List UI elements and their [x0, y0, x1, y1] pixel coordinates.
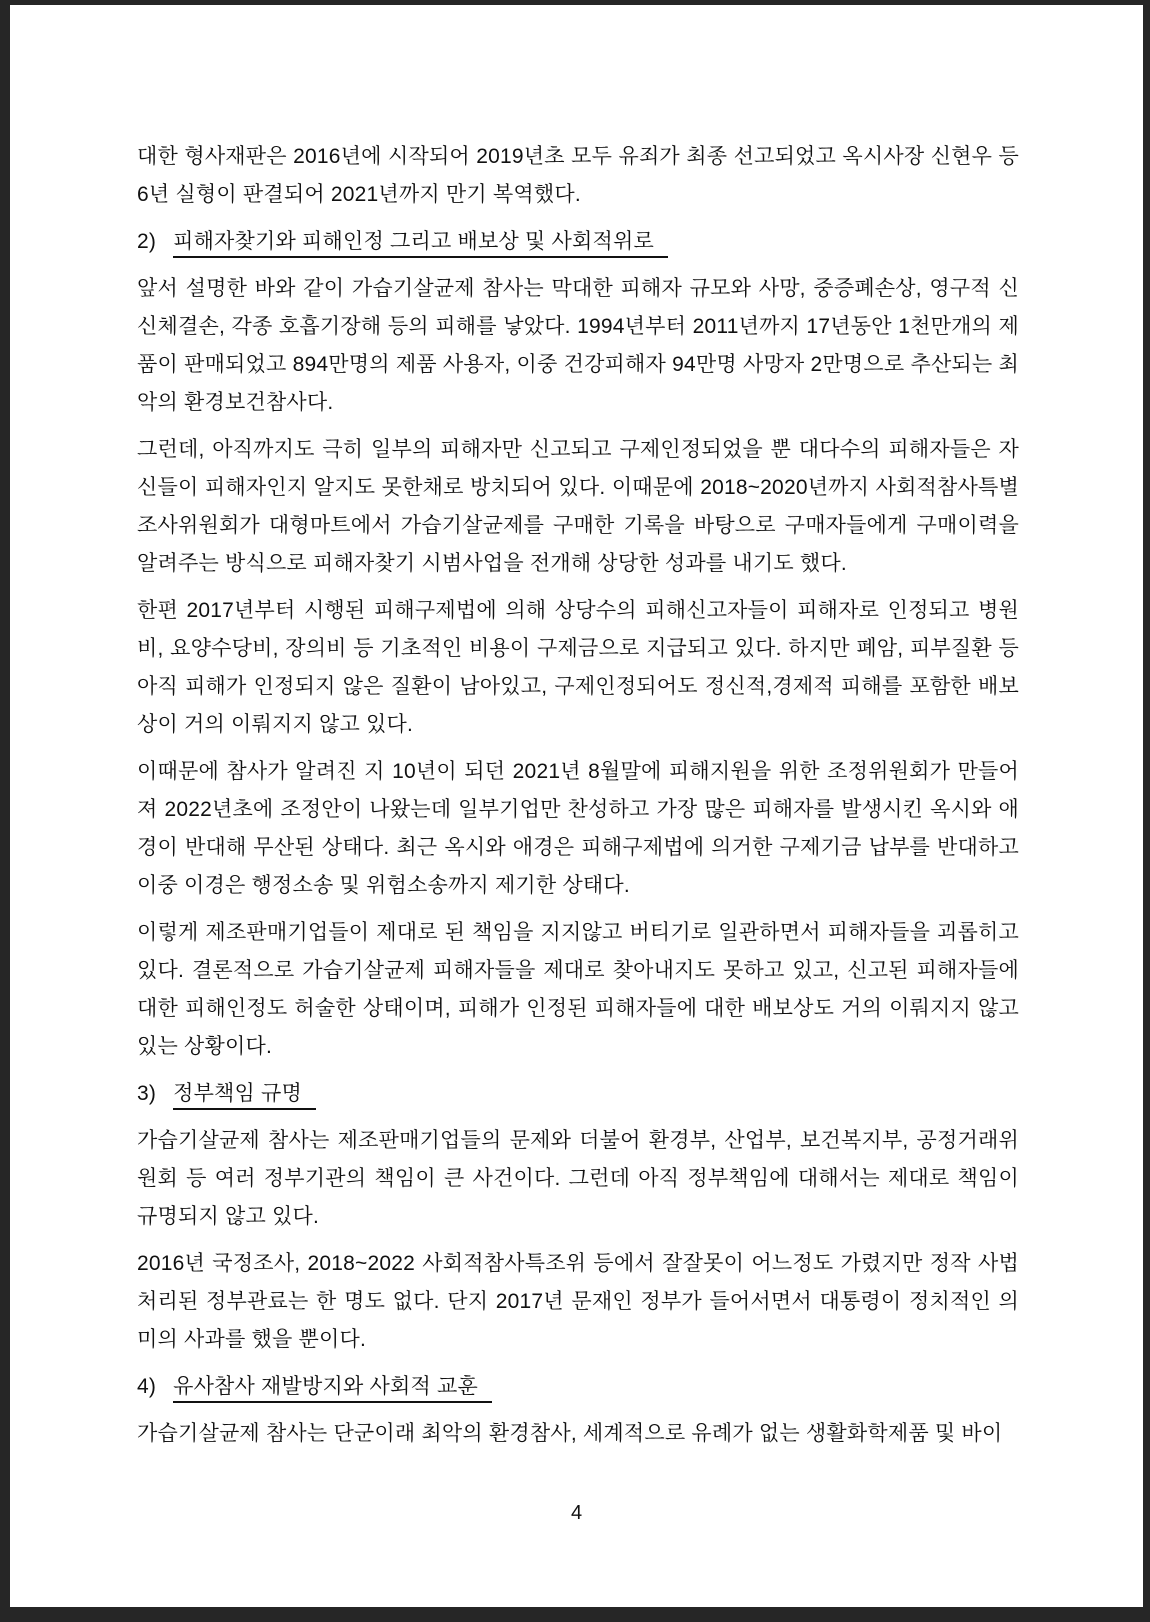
section-2-heading — [137, 223, 1019, 261]
section-2-paragraph-3: 한편 2017년부터 시행된 피해구제법에 의해 상당수의 피해신고자들이 피해자로 인정되고 병원비, 요양수당비, 장의비 등 기초적인 비용이 구제금으로 지급되고 있다. 하지만 폐암, 피부질환 등 아직 피해가 인정되지 않은 질환이 남아있고, 구제인정되어도 정신적,경제적 피해를 포함한 배보상이 거의 이뤄지지 않고 있다. — [137, 599, 1019, 736]
section-4-heading — [137, 1368, 1019, 1406]
page-number: 4 — [570, 1502, 583, 1524]
section-3-paragraph-1: 가습기살균제 참사는 제조판매기업들의 문제와 더불어 환경부, 산업부, 보건복지부, 공정거래위원회 등 여러 정부기관의 책임이 큰 사건이다. 그런데 아직 정부책임에 대해서는 제대로 책임이 규명되지 않고 있다. — [137, 1129, 1019, 1228]
section-2-paragraph-2: 그런데, 아직까지도 극히 일부의 피해자만 신고되고 구제인정되었을 뿐 대다수의 피해자들은 자신들이 피해자인지 알지도 못한채로 방치되어 있다. 이때문에 2018~2020년까지 사회적참사특별조사위원회가 대형마트에서 가습기살균제를 구매한 기록을 바탕으로 구매자들에게 구매이력을 알려주는 방식으로 피해자찾기 시범사업을 전개해 상당한 성과를 내기도 했다. — [137, 438, 1019, 575]
section-3-marker: 3) — [137, 1082, 157, 1105]
section-2-title: 피해자찾기와 피해인정 그리고 배보상 및 사회적위로 — [173, 230, 668, 258]
section-3-heading — [137, 1075, 1019, 1113]
section-4-title: 유사참사 재발방지와 사회적 교훈 — [173, 1375, 492, 1403]
section-2-paragraph-1: 앞서 설명한 바와 같이 가습기살균제 참사는 막대한 피해자 규모와 사망, 중증폐손상, 영구적 신신체결손, 각종 호흡기장해 등의 피해를 낳았다. 1994년부터 2011년까지 17년동안 1천만개의 제품이 판매되었고 894만명의 제품 사용자, 이중 건강피해자 94만명 사망자 2만명으로 추산되는 최악의 환경보건참사다. — [137, 277, 1019, 414]
section-2-marker: 2) — [137, 230, 157, 253]
section-4-marker: 4) — [137, 1375, 157, 1398]
document-page — [10, 5, 1143, 1607]
paragraph-intro: 대한 형사재판은 2016년에 시작되어 2019년초 모두 유죄가 최종 선고되었고 옥시사장 신현우 등 6년 실형이 판결되어 2021년까지 만기 복역했다. — [137, 145, 1019, 206]
section-3-title: 정부책임 규명 — [173, 1082, 316, 1110]
section-3-paragraph-2: 2016년 국정조사, 2018~2022 사회적참사특조위 등에서 잘잘못이 어느정도 가렸지만 정작 사법처리된 정부관료는 한 명도 없다. 단지 2017년 문재인 정부가 들어서면서 대통령이 정치적인 의미의 사과를 했을 뿐이다. — [137, 1252, 1019, 1351]
section-2-paragraph-4: 이때문에 참사가 알려진 지 10년이 되던 2021년 8월말에 피해지원을 위한 조정위원회가 만들어져 2022년초에 조정안이 나왔는데 일부기업만 찬성하고 가장 많은 피해자를 발생시킨 옥시와 애경이 반대해 무산된 상태다. 최근 옥시와 애경은 피해구제법에 의거한 구제기금 납부를 반대하고 이중 이경은 행정소송 및 위험소송까지 제기한 상태다. — [137, 760, 1019, 897]
section-2-paragraph-5: 이렇게 제조판매기업들이 제대로 된 책임을 지지않고 버티기로 일관하면서 피해자들을 괴롭히고 있다. 결론적으로 가습기살균제 피해자들을 제대로 찾아내지도 못하고 있고, 신고된 피해자들에 대한 피해인정도 허술한 상태이며, 피해가 인정된 피해자들에 대한 배보상도 거의 이뤄지지 않고 있는 상황이다. — [137, 921, 1019, 1058]
page-content — [10, 5, 1143, 1453]
section-4-paragraph-1: 가습기살균제 참사는 단군이래 최악의 환경참사, 세계적으로 유례가 없는 생활화학제품 및 바이 — [137, 1422, 1003, 1445]
